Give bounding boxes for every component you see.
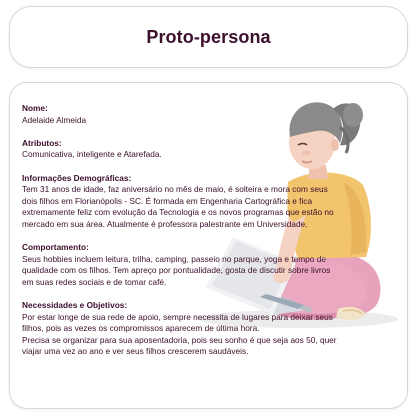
page-title: Proto-persona (146, 26, 271, 47)
section-text: dois filhos em Florianópolis - SC. É formada em Engenharia Cartográfica e fica (22, 195, 313, 206)
section-label: Informações Demográficas: (22, 172, 132, 183)
section-label: Atributos: (22, 137, 62, 148)
section-text: Por estar longe de sua rede de apoio, sempre necessita de lugares para deixar seus (22, 311, 333, 322)
section-label: Nome: (22, 103, 48, 113)
section-text: Adelaide Almeida (22, 114, 87, 125)
section-text: Seus hobbies incluem leitura, trilha, camping, passeio no parque, yoga e tempo de (22, 253, 326, 264)
section-text: viajar uma vez ao ano e ver seus filhos crescerem saudáveis. (22, 346, 249, 357)
section-label: Necessidades e Objetivos: (22, 300, 128, 311)
section-text: em suas redes sociais e de tomar café. (22, 276, 167, 287)
section-informacoes-demograficas (22, 173, 404, 231)
title-card (9, 6, 408, 68)
persona-card (9, 82, 408, 409)
section-nome (22, 103, 404, 126)
section-comportamento (22, 242, 404, 288)
persona-details (22, 103, 404, 370)
section-necessidades-objetivos (22, 300, 404, 358)
section-text: Precisa se organizar para sua aposentadoria, pois seu sonho é que seja aos 50, quer (22, 334, 337, 345)
section-text: mercado em sua área. Atualmente é professora palestrante em Universidade. (22, 218, 308, 229)
section-text: qualidade com os filhos. Tem apreço por pontualidade, gosta de discutir sobre livros (22, 265, 331, 276)
section-text: filhos, pois as vezes os compromissos aparecem de última hora. (22, 323, 260, 334)
section-text: extremamente feliz com evolução da Tecnologia e os novos programas que estão no (22, 207, 334, 218)
section-label: Comportamento: (22, 242, 89, 253)
section-atributos (22, 138, 404, 161)
section-text: Tem 31 anos de idade, faz aniversário no mês de maio, é solteira e mora com seus (22, 184, 328, 195)
section-text: Comunicativa, inteligente e Atarefada. (22, 149, 162, 160)
